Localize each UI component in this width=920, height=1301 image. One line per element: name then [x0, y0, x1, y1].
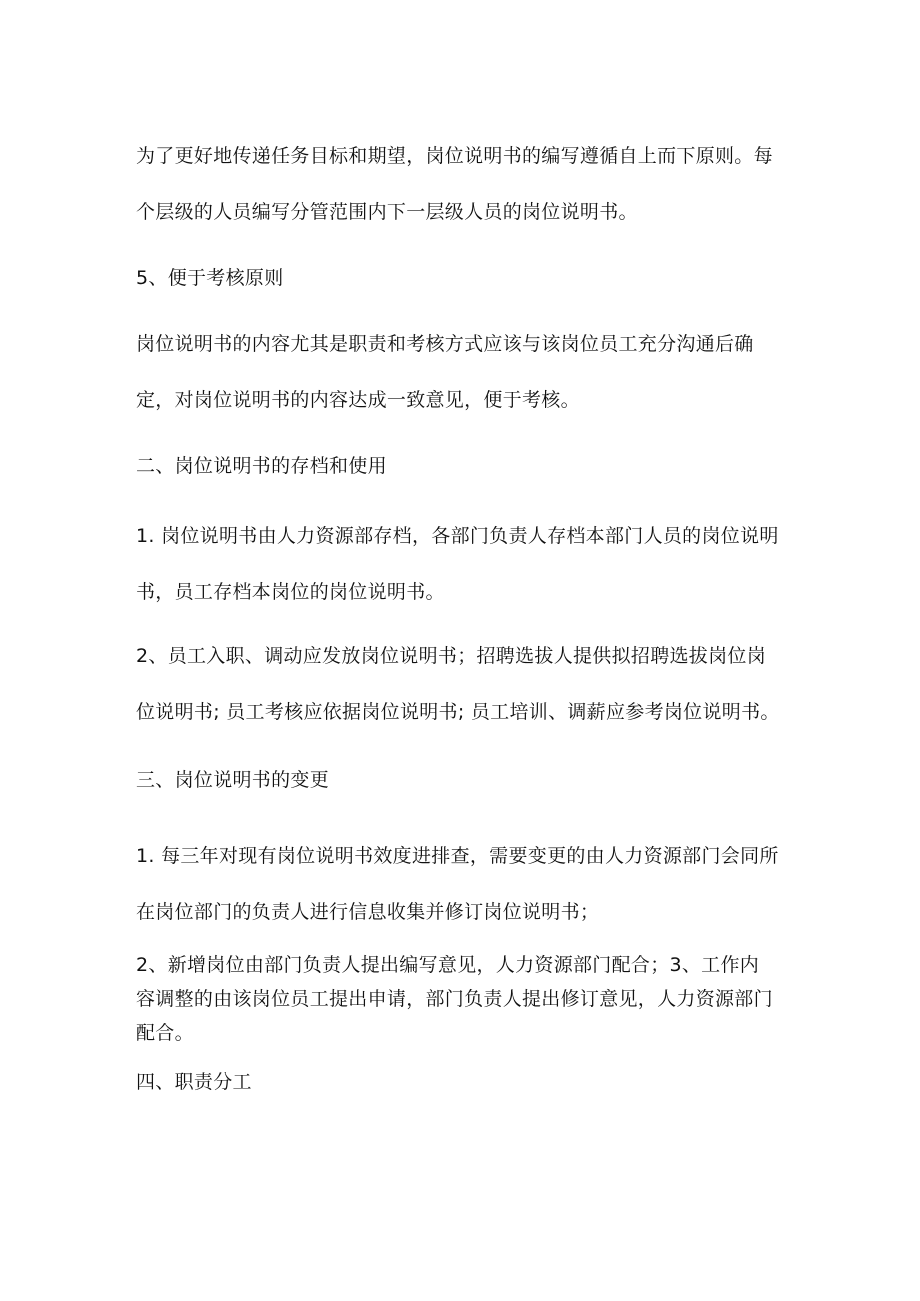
paragraph-line: 在岗位部门的负责人进行信息收集并修订岗位说明书； [136, 901, 600, 923]
paragraph-usage [136, 628, 796, 740]
paragraph-line: 岗位说明书的内容尤其是职责和考核方式应该与该岗位员工充分沟通后确 [136, 333, 754, 355]
heading-text: 四、职责分工 [136, 1071, 252, 1093]
paragraph-line: 容调整的由该岗位员工提出申请，部门负责人提出修订意见，人力资源部门 [136, 988, 773, 1010]
heading-responsibilities [136, 1068, 796, 1096]
heading-changes [136, 766, 796, 794]
paragraph-assessment [136, 316, 796, 428]
paragraph-line: 2、员工入职、调动应发放岗位说明书；招聘选拔人提供拟招聘选拔岗位岗 [136, 645, 766, 667]
paragraph-line: 1. 每三年对现有岗位说明书效度进排查，需要变更的由人力资源部门会同所 [136, 845, 779, 867]
heading-text: 二、岗位说明书的存档和使用 [136, 455, 387, 477]
heading-archive-and-use [136, 452, 796, 480]
paragraph-line: 位说明书; 员工考核应依据岗位说明书; 员工培训、调薪应参考岗位说明书。 [136, 701, 780, 723]
paragraph-line: 2、新增岗位由部门负责人提出编写意见，人力资源部门配合；3、工作内 [136, 954, 760, 976]
paragraph-review [136, 828, 796, 940]
paragraph-line: 书，员工存档本岗位的岗位说明书。 [136, 581, 445, 603]
paragraph-archive [136, 508, 796, 620]
heading-text: 三、岗位说明书的变更 [136, 769, 330, 791]
paragraph-top-down-principle [136, 128, 796, 240]
paragraph-line: 个层级的人员编写分管范围内下一层级人员的岗位说明书。 [136, 201, 638, 223]
heading-assessment-principle [136, 264, 796, 292]
paragraph-line: 配合。 [136, 1022, 194, 1044]
paragraph-new-positions [136, 948, 796, 1050]
paragraph-line: 1. 岗位说明书由人力资源部存档，各部门负责人存档本部门人员的岗位说明 [136, 525, 779, 547]
paragraph-line: 为了更好地传递任务目标和期望，岗位说明书的编写遵循自上而下原则。每 [136, 145, 773, 167]
paragraph-line: 定，对岗位说明书的内容达成一致意见，便于考核。 [136, 389, 580, 411]
heading-text: 5、便于考核原则 [136, 267, 284, 289]
